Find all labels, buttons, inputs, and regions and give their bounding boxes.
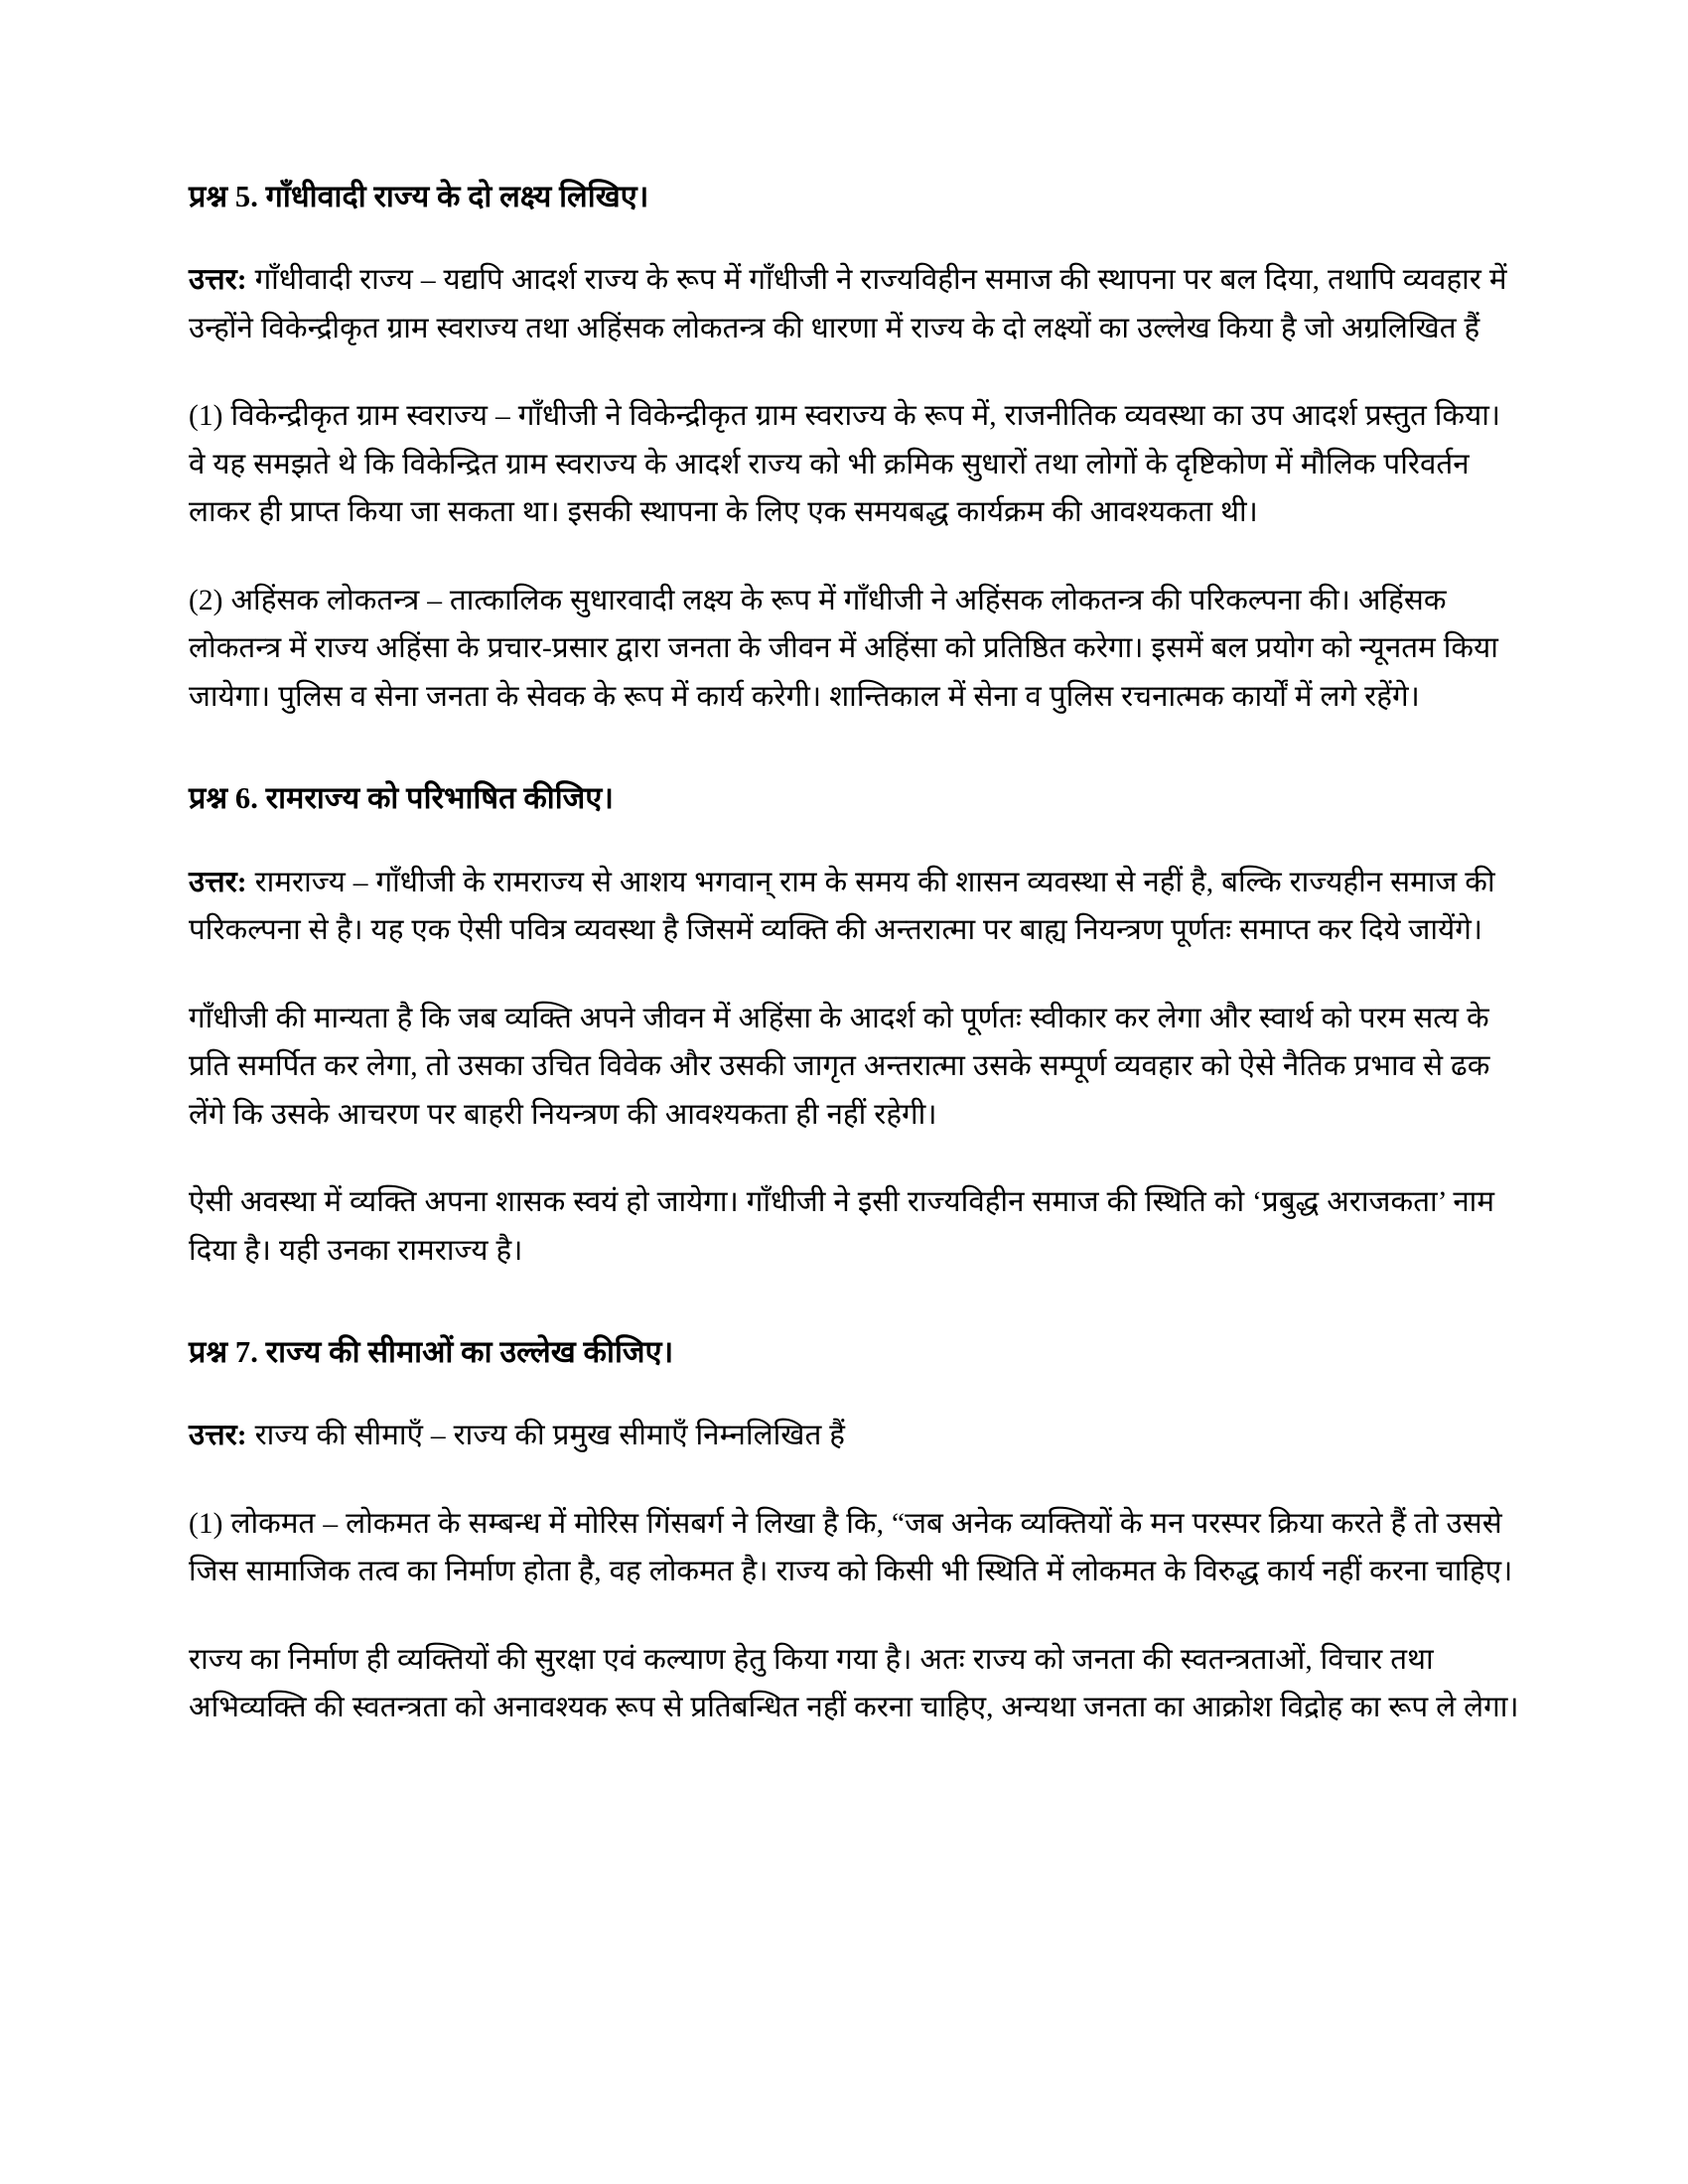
answer-paragraph-7 bbox=[189, 1412, 1524, 1460]
paragraph-q5-point-1: (1) विकेन्द्रीकृत ग्राम स्वराज्य – गाँधीजी ने विकेन्द्रीकृत ग्राम स्वराज्य के रूप में, राजनीतिक व्यवस्था का उप आदर्श प्रस्तुत किया। वे यह समझते थे कि विकेन्द्रित ग्राम स्वराज्य के आदर्श राज्य को भी क्रमिक सुधारों तथा लोगों के दृष्टिकोण में मौलिक परिवर्तन लाकर ही प्राप्त किया जा सकता था। इसकी स्थापना के लिए एक समयबद्ध कार्यक्रम की आवश्यकता थी। bbox=[189, 400, 1501, 529]
paragraph-q5-point-2: (2) अहिंसक लोकतन्त्र – तात्कालिक सुधारवादी लक्ष्य के रूप में गाँधीजी ने अहिंसक लोकतन्त्र की परिकल्पना की। अहिंसक लोकतन्त्र में राज्य अहिंसा के प्रचार-प्रसार द्वारा जनता के जीवन में अहिंसा को प्रतिष्ठित करेगा। इसमें बल प्रयोग को न्यूनतम किया जायेगा। पुलिस व सेना जनता के सेवक के रूप में कार्य करेगी। शान्तिकाल में सेना व पुलिस रचनात्मक कार्यों में लगे रहेंगे। bbox=[189, 584, 1498, 713]
answer-paragraph-5 bbox=[189, 256, 1524, 352]
answer-paragraph-6 bbox=[189, 859, 1524, 955]
answer-label-5: उत्तर: bbox=[189, 264, 247, 297]
paragraph-q6-second: गाँधीजी की मान्यता है कि जब व्यक्ति अपने जीवन में अहिंसा के आदर्श को पूर्णतः स्वीकार कर लेगा और स्वार्थ को परम सत्य के प्रति समर्पित कर लेगा, तो उसका उचित विवेक और उसकी जागृत अन्तरात्मा उसके सम्पूर्ण व्यवहार को ऐसे नैतिक प्रभाव से ढक लेंगे कि उसके आचरण पर बाहरी नियन्त्रण की आवश्यकता ही नहीं रहेगी। bbox=[189, 1002, 1490, 1131]
question-heading-7: प्रश्न 7. राज्य की सीमाओं का उल्लेख कीजिए। bbox=[189, 1335, 674, 1369]
question-heading-5: प्रश्न 5. गाँधीवादी राज्य के दो लक्ष्य लिखिए। bbox=[189, 180, 649, 213]
answer-text-6: रामराज्य – गाँधीजी के रामराज्य से आशय भगवान् राम के समय की शासन व्यवस्था से नहीं है, बल्कि राज्यहीन समाज की परिकल्पना से है। यह एक ऐसी पवित्र व्यवस्था है जिसमें व्यक्ति की अन्तरात्मा पर बाह्य नियन्त्रण पूर्णतः समाप्त कर दिये जायेंगे। bbox=[189, 866, 1495, 946]
paragraph-q6-third: ऐसी अवस्था में व्यक्ति अपना शासक स्वयं हो जायेगा। गाँधीजी ने इसी राज्यविहीन समाज की स्थिति को ‘प्रबुद्ध अराजकता’ नाम दिया है। यही उनका रामराज्य है। bbox=[189, 1186, 1495, 1267]
question-heading-6: प्रश्न 6. रामराज्य को परिभाषित कीजिए। bbox=[189, 781, 614, 816]
answer-text-7: राज्य की सीमाएँ – राज्य की प्रमुख सीमाएँ निम्नलिखित हैं bbox=[246, 1420, 845, 1452]
answer-label-7: उत्तर: bbox=[189, 1420, 247, 1452]
answer-text-5: गाँधीवादी राज्य – यद्यपि आदर्श राज्य के रूप में गाँधीजी ने राज्यविहीन समाज की स्थापना पर बल दिया, तथापि व्यवहार में उन्होंने विकेन्द्रीकृत ग्राम स्वराज्य तथा अहिंसक लोकतन्त्र की धारणा में राज्य के दो लक्ष्यों का उल्लेख किया है जो अग्रलिखित हैं bbox=[189, 264, 1507, 344]
document-content bbox=[189, 177, 1524, 1732]
paragraph-q7-point-1-continued: राज्य का निर्माण ही व्यक्तियों की सुरक्षा एवं कल्याण हेतु किया गया है। अतः राज्य को जनता की स्वतन्त्रताओं, विचार तथा अभिव्यक्ति की स्वतन्त्रता को अनावश्यक रूप से प्रतिबन्धित नहीं करना चाहिए, अन्यथा जनता का आक्रोश विद्रोह का रूप ले लेगा। bbox=[189, 1643, 1519, 1724]
paragraph-q7-point-1: (1) लोकमत – लोकमत के सम्बन्ध में मोरिस गिंसबर्ग ने लिखा है कि, “जब अनेक व्यक्तियों के मन परस्पर क्रिया करते हैं तो उससे जिस सामाजिक तत्व का निर्माण होता है, वह लोकमत है। राज्य को किसी भी स्थिति में लोकमत के विरुद्ध कार्य नहीं करना चाहिए। bbox=[189, 1507, 1513, 1588]
answer-label-6: उत्तर: bbox=[189, 866, 247, 898]
